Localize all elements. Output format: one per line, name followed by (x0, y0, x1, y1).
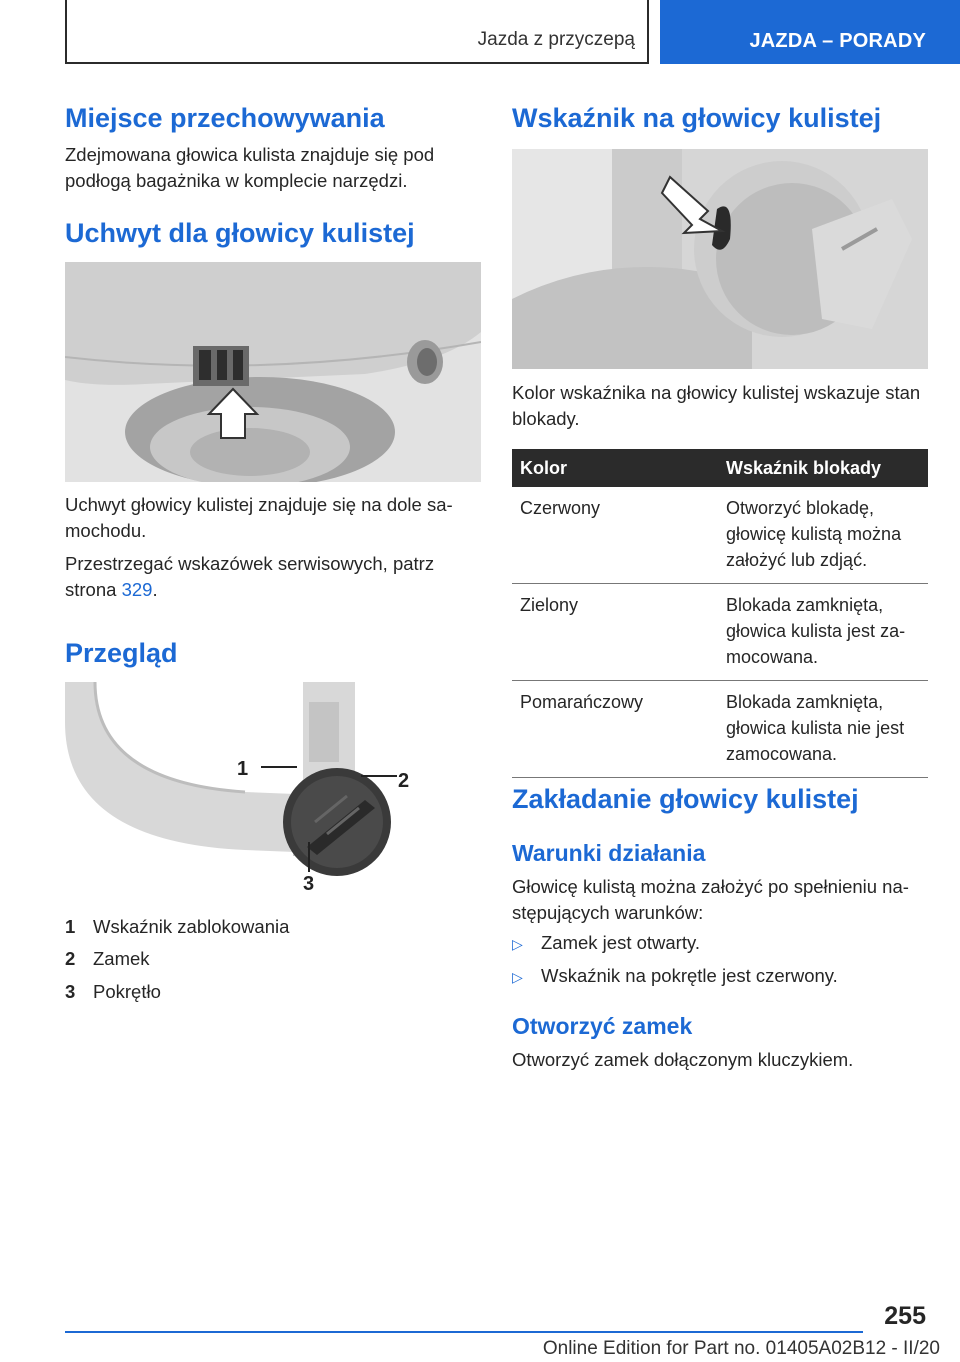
callout-3: 3 (303, 873, 315, 895)
heading-mounting: Zakładanie głowicy kulistej (512, 784, 859, 814)
overview-illustration (65, 682, 481, 902)
legend-item: 2 Zamek (65, 948, 150, 969)
legend-item: 3 Pokrętło (65, 981, 161, 1002)
heading-open-lock: Otworzyć zamek (512, 1013, 693, 1039)
holder-text-1: Uchwyt głowicy kulistej znajduje się na dole samochodu. (65, 494, 453, 541)
header-section-title: Jazda z przyczepą (477, 29, 635, 50)
header-chapter-title: JAZDA – PORADY (749, 30, 926, 52)
triangle-bullet-icon: ▷ (512, 969, 523, 985)
table-row: Zielony Blokada zamknięta, głowica kulista jest zamocowana. (512, 584, 928, 681)
triangle-bullet-icon: ▷ (512, 936, 523, 952)
page-link[interactable]: 329 (121, 579, 153, 600)
page-number: 255 (884, 1302, 926, 1330)
table-header: Kolor (512, 449, 718, 487)
open-lock-text: Otworzyć zamek dołączonym kluczykiem. (512, 1049, 854, 1070)
callout-1: 1 (237, 758, 249, 780)
holder-text-2: Przestrzegać wskazówek serwisowych, patrz strona 329. (65, 553, 435, 600)
heading-storage: Miejsce przechowywania (65, 103, 385, 133)
heading-indicator: Wskaźnik na głowicy kulistej (512, 103, 882, 133)
heading-conditions: Warunki działania (512, 840, 706, 866)
callout-2: 2 (398, 770, 410, 792)
conditions-text: Głowicę kulistą można założyć po spełnieniu następujących warunków: (512, 876, 909, 923)
heading-overview: Przegląd (65, 638, 178, 668)
indicator-illustration (512, 149, 928, 369)
table-header: Wskaźnik blokady (718, 449, 928, 487)
header-chapter-tab[interactable] (660, 0, 960, 64)
list-item: ▷ Wskaźnik na pokrętle jest czerwony. (512, 965, 838, 986)
header-section-box (65, 0, 649, 64)
list-item: ▷ Zamek jest otwarty. (512, 932, 701, 953)
indicator-text: Kolor wskaźnika na głowicy kulistej wskazuje stan blokady. (512, 382, 921, 429)
lock-indicator-table (512, 449, 928, 778)
legend-item: 1 Wskaźnik zablokowania (65, 916, 290, 937)
footer-divider (65, 1331, 863, 1333)
storage-text: Zdejmowana głowica kulista znajduje się pod podłogą bagażnika w komplecie narzędzi. (65, 144, 435, 191)
table-row: Pomarańczowy Blokada zamknięta, głowica kulista nie jest zamocowana. (512, 681, 928, 778)
footer-edition: Online Edition for Part no. 01405A02B12 - II/20 (542, 1338, 940, 1359)
table-row: Czerwony Otworzyć blokadę, głowicę kulistą można założyć lub zdjąć. (512, 487, 928, 584)
holder-illustration (65, 262, 481, 482)
heading-holder: Uchwyt dla głowicy kulistej (65, 218, 415, 248)
